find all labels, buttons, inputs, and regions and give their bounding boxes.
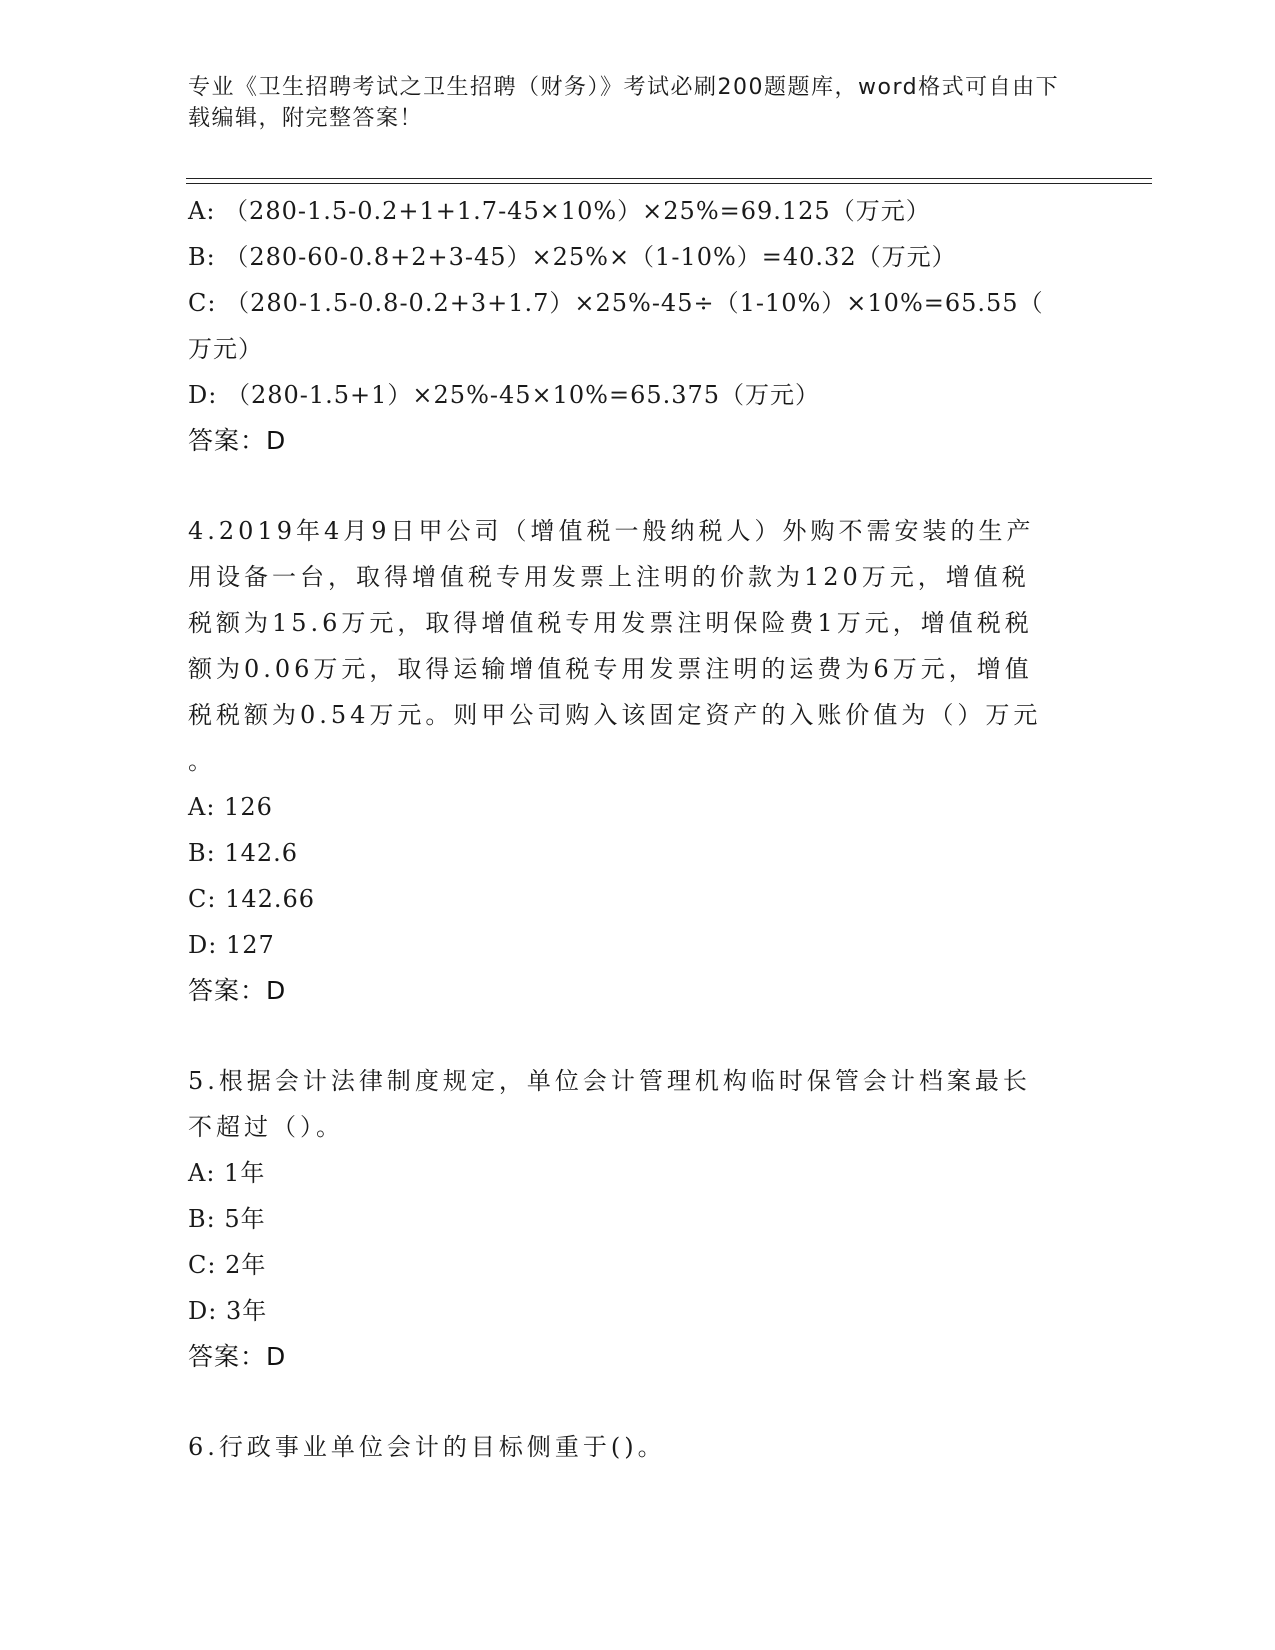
question-stem-line: 5.根据会计法律制度规定，单位会计管理机构临时保管会计档案最长	[188, 1067, 1031, 1095]
question-stem-line: 税税额为0.54万元。则甲公司购入该固定资产的入账价值为（）万元	[188, 701, 1042, 729]
option-a: A: （280-1.5-0.2+1+1.7-45×10%）×25%=69.125（万元）	[188, 197, 931, 225]
question-stem-line: 不超过（）。	[188, 1113, 344, 1141]
answer-line: 答案：D	[188, 976, 287, 1005]
option-c: C: 142.66	[188, 885, 316, 913]
question-stem	[188, 1058, 1068, 1150]
header-rule-top	[186, 178, 1152, 179]
question-3	[188, 188, 1088, 464]
option-b: B: 5年	[188, 1205, 266, 1233]
answer-line: 答案：D	[188, 1342, 287, 1371]
question-stem-line: 。	[188, 747, 216, 775]
question-stem-line: 税额为15.6万元，取得增值税专用发票注明保险费1万元，增值税税	[188, 609, 1033, 637]
option-b: B: （280-60-0.8+2+3-45）×25%×（1-10%）=40.32（万元）	[188, 243, 957, 271]
option-c: C: （280-1.5-0.8-0.2+3+1.7）×25%-45÷（1-10%）×10%=65.55（	[188, 289, 1044, 317]
question-content	[188, 188, 1088, 1470]
question-5	[188, 1058, 1088, 1380]
spacer	[188, 1014, 1088, 1058]
question-stem-line: 4.2019年4月9日甲公司（增值税一般纳税人）外购不需安装的生产	[188, 517, 1035, 545]
option-a: A: 1年	[188, 1159, 266, 1187]
option-d: D: 3年	[188, 1297, 268, 1325]
header-rule-bottom	[186, 183, 1152, 184]
question-stem-line: 用设备一台，取得增值税专用发票上注明的价款为120万元，增值税	[188, 563, 1030, 591]
document-header-title: 专业《卫生招聘考试之卫生招聘（财务）》考试必刷200题题库，word格式可自由下载编辑，附完整答案！	[188, 75, 1060, 131]
option-d: D: （280-1.5+1）×25%-45×10%=65.375（万元）	[188, 381, 821, 409]
question-stem-line: 额为0.06万元，取得运输增值税专用发票注明的运费为6万元，增值	[188, 655, 1033, 683]
option-a: A: 126	[188, 793, 273, 821]
question-6	[188, 1424, 1088, 1470]
answer-line: 答案：D	[188, 426, 287, 455]
spacer	[188, 1380, 1088, 1424]
question-stem	[188, 508, 1068, 784]
option-c: C: 2年	[188, 1251, 267, 1279]
option-b: B: 142.6	[188, 839, 299, 867]
question-stem: 6.行政事业单位会计的目标侧重于()。	[188, 1433, 666, 1461]
option-c-continued: 万元）	[188, 335, 263, 363]
spacer	[188, 464, 1088, 508]
question-4	[188, 508, 1088, 1014]
option-d: D: 127	[188, 931, 275, 959]
